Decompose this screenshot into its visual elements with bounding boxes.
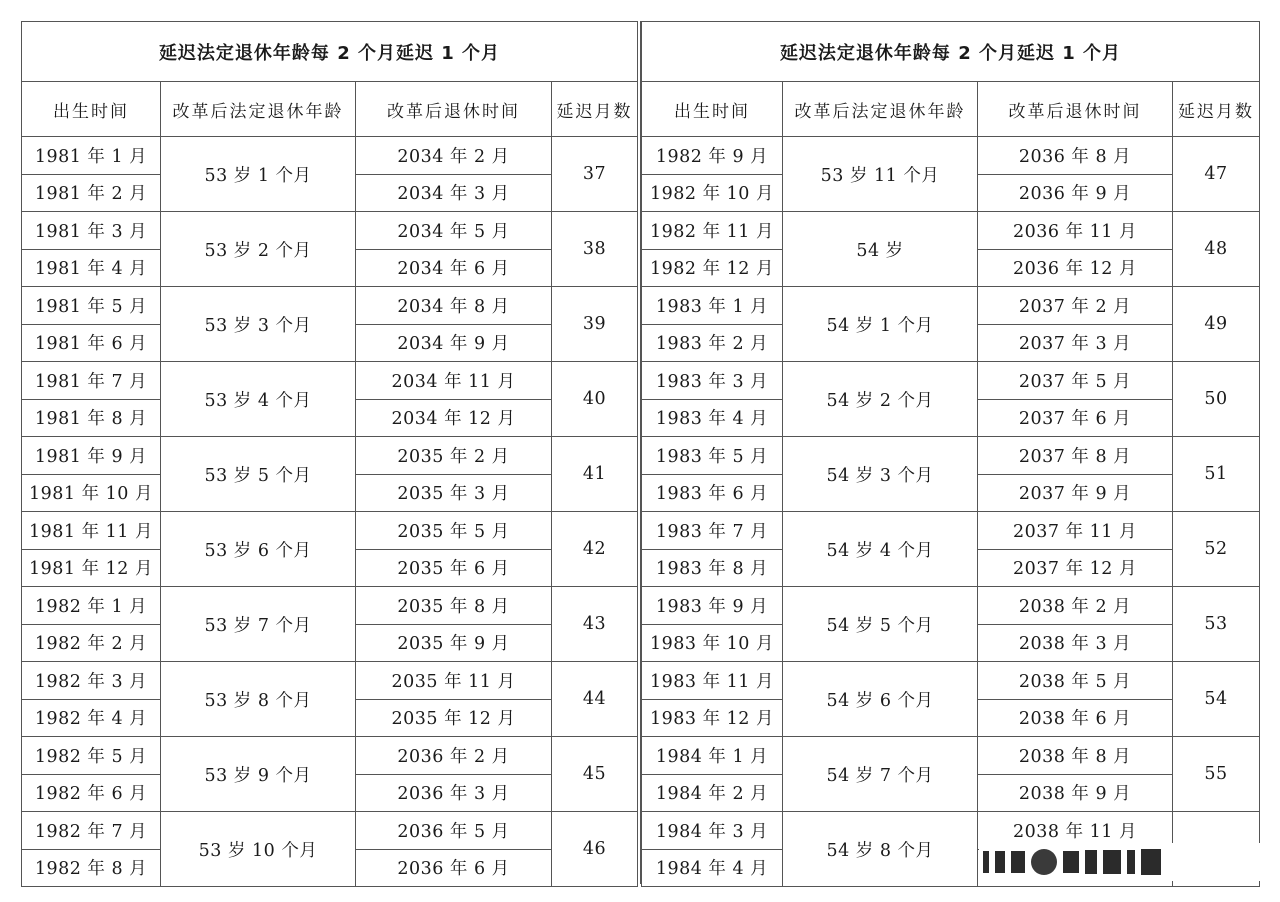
birth-time-cell: 1981 年 6 月 bbox=[22, 324, 161, 362]
table-row bbox=[22, 587, 638, 625]
birth-time-cell: 1982 年 8 月 bbox=[22, 849, 161, 887]
table-row bbox=[22, 137, 638, 175]
retirement-time-cell: 2036 年 5 月 bbox=[356, 812, 552, 850]
delay-months-cell: 53 bbox=[1173, 587, 1260, 662]
table-title-row bbox=[642, 22, 1260, 82]
header-row bbox=[22, 82, 638, 137]
watermark-mark bbox=[1141, 849, 1161, 875]
delay-months-cell: 47 bbox=[1173, 137, 1260, 212]
watermark-mark bbox=[983, 851, 989, 873]
retirement-age-cell: 53 岁 3 个月 bbox=[161, 287, 356, 362]
retirement-time-cell: 2035 年 12 月 bbox=[356, 699, 552, 737]
birth-time-cell: 1983 年 11 月 bbox=[642, 662, 783, 700]
birth-time-cell: 1983 年 7 月 bbox=[642, 512, 783, 550]
retirement-age-cell: 54 岁 6 个月 bbox=[783, 662, 978, 737]
retirement-time-cell: 2034 年 12 月 bbox=[356, 399, 552, 437]
watermark-mark bbox=[995, 851, 1005, 873]
table-row bbox=[22, 512, 638, 550]
watermark-mark bbox=[1031, 849, 1057, 875]
retirement-time-cell: 2038 年 5 月 bbox=[978, 662, 1173, 700]
birth-time-cell: 1983 年 10 月 bbox=[642, 624, 783, 662]
retirement-age-cell: 54 岁 8 个月 bbox=[783, 812, 978, 887]
retirement-time-cell: 2036 年 11 月 bbox=[978, 212, 1173, 250]
retirement-time-cell: 2036 年 6 月 bbox=[356, 849, 552, 887]
retirement-age-cell: 54 岁 3 个月 bbox=[783, 437, 978, 512]
birth-time-cell: 1982 年 1 月 bbox=[22, 587, 161, 625]
retirement-time-cell: 2035 年 2 月 bbox=[356, 437, 552, 475]
retirement-time-cell: 2037 年 6 月 bbox=[978, 399, 1173, 437]
retirement-time-cell: 2037 年 12 月 bbox=[978, 549, 1173, 587]
retirement-time-cell: 2034 年 9 月 bbox=[356, 324, 552, 362]
retirement-time-cell: 2037 年 3 月 bbox=[978, 324, 1173, 362]
delay-months-cell: 51 bbox=[1173, 437, 1260, 512]
retirement-time-cell: 2038 年 3 月 bbox=[978, 624, 1173, 662]
birth-time-cell: 1981 年 4 月 bbox=[22, 249, 161, 287]
birth-time-cell: 1983 年 6 月 bbox=[642, 474, 783, 512]
birth-time-cell: 1981 年 5 月 bbox=[22, 287, 161, 325]
delay-months-cell: 39 bbox=[552, 287, 638, 362]
retirement-age-cell: 53 岁 9 个月 bbox=[161, 737, 356, 812]
table-row bbox=[22, 662, 638, 700]
table-row bbox=[642, 137, 1260, 175]
watermark-mark bbox=[1063, 851, 1079, 873]
retirement-age-cell: 54 岁 5 个月 bbox=[783, 587, 978, 662]
retirement-age-cell: 53 岁 4 个月 bbox=[161, 362, 356, 437]
retirement-time-cell: 2038 年 9 月 bbox=[978, 774, 1173, 812]
birth-time-cell: 1981 年 1 月 bbox=[22, 137, 161, 175]
table-row bbox=[22, 212, 638, 250]
retirement-time-cell: 2035 年 9 月 bbox=[356, 624, 552, 662]
retirement-time-cell: 2035 年 5 月 bbox=[356, 512, 552, 550]
delay-months-cell: 37 bbox=[552, 137, 638, 212]
table-row bbox=[22, 287, 638, 325]
birth-time-cell: 1981 年 10 月 bbox=[22, 474, 161, 512]
birth-time-cell: 1984 年 2 月 bbox=[642, 774, 783, 812]
table-row bbox=[642, 512, 1260, 550]
table-body-right bbox=[642, 22, 1260, 887]
retirement-time-cell: 2038 年 11 月 bbox=[978, 812, 1173, 850]
table-title-row bbox=[22, 22, 638, 82]
birth-time-cell: 1983 年 3 月 bbox=[642, 362, 783, 400]
delay-months-cell: 54 bbox=[1173, 662, 1260, 737]
header-row bbox=[642, 82, 1260, 137]
watermark-mark bbox=[1085, 850, 1097, 874]
header-delay-months: 延迟月数 bbox=[552, 82, 638, 137]
table-row bbox=[22, 812, 638, 850]
birth-time-cell: 1983 年 4 月 bbox=[642, 399, 783, 437]
retirement-age-cell: 53 岁 10 个月 bbox=[161, 812, 356, 887]
birth-time-cell: 1983 年 12 月 bbox=[642, 699, 783, 737]
retirement-time-cell: 2034 年 11 月 bbox=[356, 362, 552, 400]
birth-time-cell: 1982 年 11 月 bbox=[642, 212, 783, 250]
retirement-age-cell: 53 岁 6 个月 bbox=[161, 512, 356, 587]
watermark-overlay bbox=[979, 843, 1268, 881]
retirement-time-cell: 2034 年 8 月 bbox=[356, 287, 552, 325]
delay-months-cell: 42 bbox=[552, 512, 638, 587]
delay-months-cell: 49 bbox=[1173, 287, 1260, 362]
birth-time-cell: 1983 年 1 月 bbox=[642, 287, 783, 325]
birth-time-cell: 1982 年 6 月 bbox=[22, 774, 161, 812]
delay-months-cell: 50 bbox=[1173, 362, 1260, 437]
retirement-age-cell: 53 岁 5 个月 bbox=[161, 437, 356, 512]
birth-time-cell: 1981 年 3 月 bbox=[22, 212, 161, 250]
retirement-time-cell: 2034 年 5 月 bbox=[356, 212, 552, 250]
retirement-time-cell: 2034 年 2 月 bbox=[356, 137, 552, 175]
delay-months-cell: 41 bbox=[552, 437, 638, 512]
table-row bbox=[642, 362, 1260, 400]
retirement-time-cell: 2035 年 6 月 bbox=[356, 549, 552, 587]
birth-time-cell: 1984 年 4 月 bbox=[642, 849, 783, 887]
retirement-age-cell: 54 岁 7 个月 bbox=[783, 737, 978, 812]
header-retirement-age: 改革后法定退休年龄 bbox=[161, 82, 356, 137]
birth-time-cell: 1982 年 4 月 bbox=[22, 699, 161, 737]
retirement-time-cell: 2037 年 8 月 bbox=[978, 437, 1173, 475]
header-birth-time: 出生时间 bbox=[642, 82, 783, 137]
retirement-table-left bbox=[21, 21, 638, 887]
delay-months-cell: 52 bbox=[1173, 512, 1260, 587]
retirement-time-cell: 2036 年 2 月 bbox=[356, 737, 552, 775]
retirement-time-cell: 2037 年 2 月 bbox=[978, 287, 1173, 325]
watermark-mark bbox=[1127, 850, 1135, 874]
birth-time-cell: 1981 年 8 月 bbox=[22, 399, 161, 437]
retirement-age-cell: 53 岁 7 个月 bbox=[161, 587, 356, 662]
retirement-age-cell: 54 岁 4 个月 bbox=[783, 512, 978, 587]
retirement-time-cell: 2036 年 9 月 bbox=[978, 174, 1173, 212]
header-retirement-time: 改革后退休时间 bbox=[356, 82, 552, 137]
header-retirement-age: 改革后法定退休年龄 bbox=[783, 82, 978, 137]
retirement-age-cell: 53 岁 1 个月 bbox=[161, 137, 356, 212]
table-row bbox=[22, 737, 638, 775]
delay-months-cell: 43 bbox=[552, 587, 638, 662]
retirement-table-right bbox=[641, 21, 1260, 887]
birth-time-cell: 1984 年 3 月 bbox=[642, 812, 783, 850]
birth-time-cell: 1981 年 9 月 bbox=[22, 437, 161, 475]
table-row bbox=[22, 362, 638, 400]
delay-months-cell: 46 bbox=[552, 812, 638, 887]
retirement-time-cell: 2035 年 11 月 bbox=[356, 662, 552, 700]
birth-time-cell: 1981 年 12 月 bbox=[22, 549, 161, 587]
delay-months-cell: 55 bbox=[1173, 737, 1260, 812]
retirement-time-cell: 2038 年 2 月 bbox=[978, 587, 1173, 625]
retirement-time-cell: 2036 年 3 月 bbox=[356, 774, 552, 812]
birth-time-cell: 1983 年 8 月 bbox=[642, 549, 783, 587]
retirement-age-cell: 53 岁 8 个月 bbox=[161, 662, 356, 737]
birth-time-cell: 1981 年 7 月 bbox=[22, 362, 161, 400]
table-row bbox=[642, 287, 1260, 325]
delay-months-cell: 48 bbox=[1173, 212, 1260, 287]
retirement-time-cell: 2037 年 5 月 bbox=[978, 362, 1173, 400]
retirement-time-cell: 2035 年 8 月 bbox=[356, 587, 552, 625]
retirement-age-cell: 54 岁 bbox=[783, 212, 978, 287]
header-birth-time: 出生时间 bbox=[22, 82, 161, 137]
retirement-age-cell: 54 岁 2 个月 bbox=[783, 362, 978, 437]
delay-months-cell: 40 bbox=[552, 362, 638, 437]
birth-time-cell: 1981 年 11 月 bbox=[22, 512, 161, 550]
birth-time-cell: 1982 年 9 月 bbox=[642, 137, 783, 175]
birth-time-cell: 1983 年 5 月 bbox=[642, 437, 783, 475]
delay-months-cell: 38 bbox=[552, 212, 638, 287]
table-row bbox=[642, 212, 1260, 250]
birth-time-cell: 1982 年 2 月 bbox=[22, 624, 161, 662]
retirement-time-cell: 2036 年 12 月 bbox=[978, 249, 1173, 287]
retirement-time-cell: 2035 年 3 月 bbox=[356, 474, 552, 512]
table-body-left bbox=[22, 22, 638, 887]
table-row bbox=[642, 437, 1260, 475]
retirement-time-cell: 2038 年 6 月 bbox=[978, 699, 1173, 737]
birth-time-cell: 1982 年 7 月 bbox=[22, 812, 161, 850]
table-title: 延迟法定退休年龄每 2 个月延迟 1 个月 bbox=[642, 22, 1260, 82]
retirement-age-cell: 54 岁 1 个月 bbox=[783, 287, 978, 362]
retirement-age-cell: 53 岁 11 个月 bbox=[783, 137, 978, 212]
header-retirement-time: 改革后退休时间 bbox=[978, 82, 1173, 137]
watermark-mark bbox=[1011, 851, 1025, 873]
birth-time-cell: 1981 年 2 月 bbox=[22, 174, 161, 212]
watermark-mark bbox=[1103, 850, 1121, 874]
table-row bbox=[22, 437, 638, 475]
table-row bbox=[642, 737, 1260, 775]
table-row bbox=[642, 587, 1260, 625]
retirement-time-cell: 2037 年 9 月 bbox=[978, 474, 1173, 512]
table-row bbox=[642, 662, 1260, 700]
header-delay-months: 延迟月数 bbox=[1173, 82, 1260, 137]
delay-months-cell: 44 bbox=[552, 662, 638, 737]
birth-time-cell: 1984 年 1 月 bbox=[642, 737, 783, 775]
birth-time-cell: 1982 年 3 月 bbox=[22, 662, 161, 700]
retirement-time-cell: 2034 年 6 月 bbox=[356, 249, 552, 287]
birth-time-cell: 1982 年 12 月 bbox=[642, 249, 783, 287]
birth-time-cell: 1982 年 5 月 bbox=[22, 737, 161, 775]
retirement-time-cell: 2038 年 8 月 bbox=[978, 737, 1173, 775]
retirement-age-cell: 53 岁 2 个月 bbox=[161, 212, 356, 287]
delay-months-cell: 45 bbox=[552, 737, 638, 812]
table-title: 延迟法定退休年龄每 2 个月延迟 1 个月 bbox=[22, 22, 638, 82]
birth-time-cell: 1983 年 9 月 bbox=[642, 587, 783, 625]
retirement-time-cell: 2036 年 8 月 bbox=[978, 137, 1173, 175]
birth-time-cell: 1983 年 2 月 bbox=[642, 324, 783, 362]
retirement-time-cell: 2037 年 11 月 bbox=[978, 512, 1173, 550]
birth-time-cell: 1982 年 10 月 bbox=[642, 174, 783, 212]
retirement-time-cell: 2034 年 3 月 bbox=[356, 174, 552, 212]
